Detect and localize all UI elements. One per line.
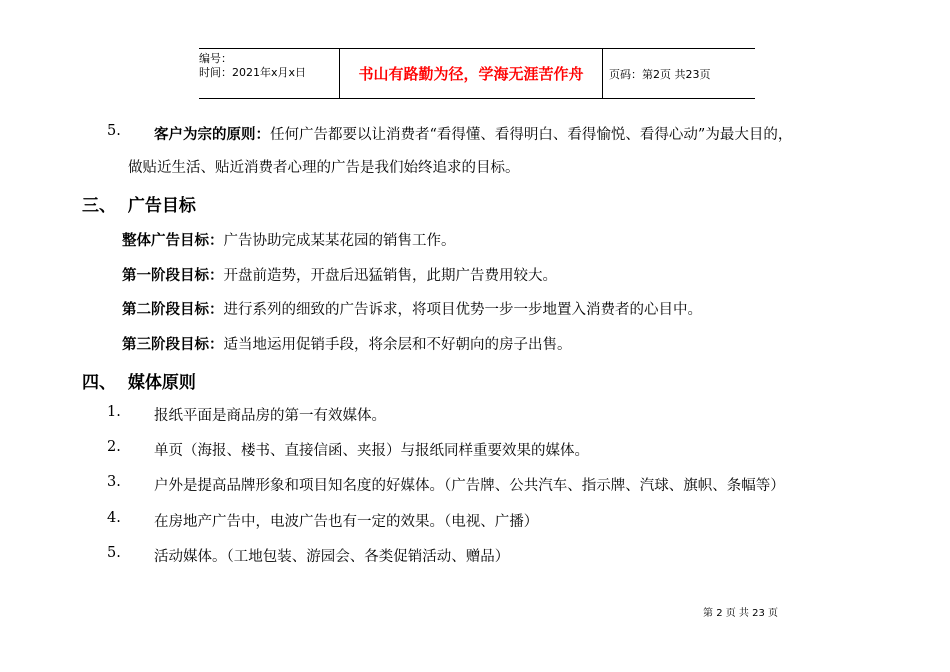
- item5-number: 5.: [107, 123, 121, 139]
- page-header: [199, 48, 755, 99]
- goal-text: 广告协助完成某某花园的销售工作。: [223, 233, 456, 249]
- section4-heading: [82, 368, 196, 393]
- media-item-number: 2.: [107, 439, 121, 455]
- goal-label: 整体广告目标：: [122, 232, 224, 249]
- media-item-text: 在房地产广告中，电波广告也有一定的效果。（电视、广播）: [154, 514, 539, 530]
- goal-label: 第二阶段目标：: [122, 301, 224, 318]
- goal-stage2: [122, 298, 702, 319]
- section3-heading: [82, 191, 196, 216]
- goal-label: 第三阶段目标：: [122, 336, 224, 353]
- item5-text2: 做贴近生活、贴近消费者心理的广告是我们始终追求的目标。: [128, 160, 520, 176]
- goal-overall: [122, 229, 456, 250]
- section4-title: 媒体原则: [127, 373, 196, 393]
- section4-number: 四、: [82, 373, 116, 393]
- goal-text: 进行系列的细致的广告诉求，将项目优势一步一步地置入消费者的心目中。: [223, 302, 702, 318]
- code-label: 编号：: [199, 52, 232, 65]
- item5-title: 客户为宗的原则：: [154, 126, 270, 143]
- header-motto: 书山有路勤为径，学海无涯苦作舟: [339, 49, 603, 98]
- media-item-text: 报纸平面是商品房的第一有效媒体。: [154, 408, 386, 424]
- media-item-text: 户外是提高品牌形象和项目知名度的好媒体。（广告牌、公共汽车、指示牌、汽球、旗帜、条幅等）: [154, 478, 785, 494]
- media-item-number: 4.: [107, 510, 121, 526]
- page-footer: 第 2 页 共 23 页: [703, 608, 778, 619]
- goal-text: 适当地运用促销手段，将余层和不好朝向的房子出售。: [223, 337, 572, 353]
- media-item-text: 单页（海报、楼书、直接信函、夹报）与报纸同样重要效果的媒体。: [154, 443, 589, 459]
- media-item-number: 3.: [107, 474, 121, 490]
- goal-stage3: [122, 333, 572, 354]
- goal-text: 开盘前造势，开盘后迅猛销售，此期广告费用较大。: [223, 268, 557, 284]
- goal-label: 第一阶段目标：: [122, 267, 224, 284]
- item5-line1: [154, 123, 792, 144]
- media-item-text: 活动媒体。（工地包装、游园会、各类促销活动、赠品）: [154, 549, 510, 565]
- media-item-number: 5.: [107, 545, 121, 561]
- header-meta: [199, 49, 339, 98]
- time-label: 时间：2021年x月x日: [199, 66, 307, 79]
- header-page-info: 页码：第2页 共23页: [609, 67, 711, 81]
- media-item-number: 1.: [107, 404, 121, 420]
- section3-title: 广告目标: [127, 196, 196, 216]
- goal-stage1: [122, 264, 557, 285]
- section3-number: 三、: [82, 196, 116, 216]
- item5-text1: 任何广告都要以让消费者“看得懂、看得明白、看得愉悦、看得心动”为最大目的，: [270, 127, 793, 143]
